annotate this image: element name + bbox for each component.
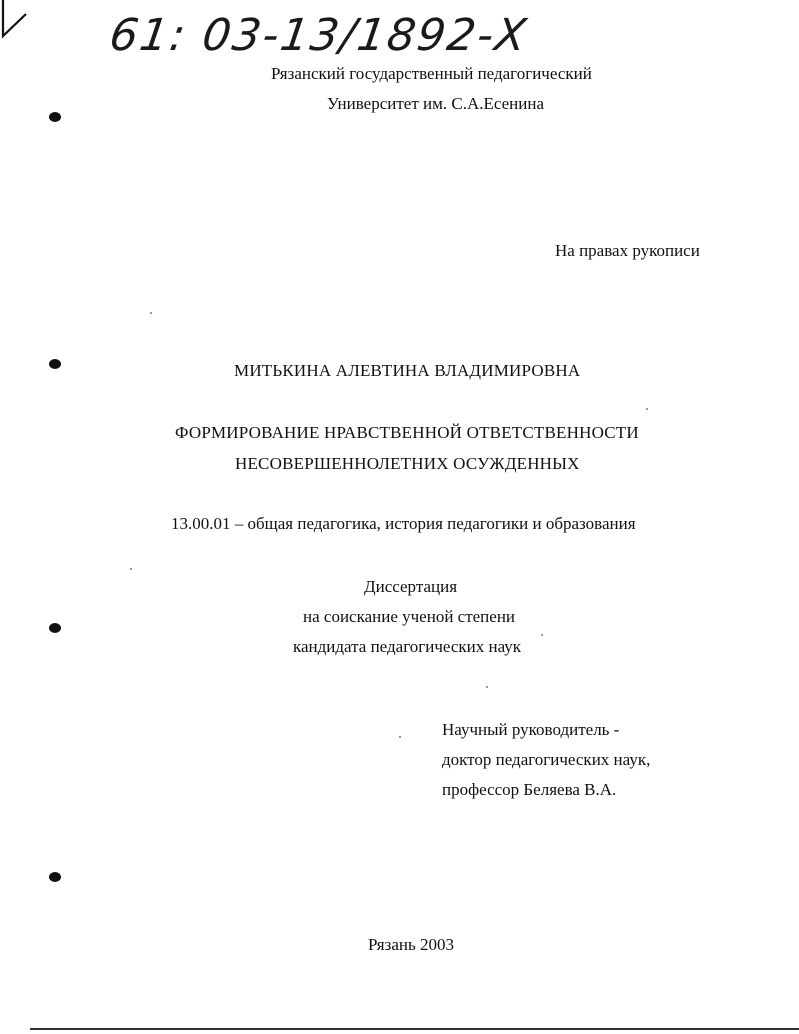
university-line-1: Рязанский государственный педагогический xyxy=(271,64,592,83)
title-line-2: НЕСОВЕРШЕННОЛЕТНИХ ОСУЖДЕННЫХ xyxy=(235,454,580,473)
specialty-code: 13.00.01 – общая педагогика, история педагогики и образования xyxy=(171,514,636,533)
scan-speck xyxy=(486,686,488,688)
degree-line-1: Диссертация xyxy=(364,577,458,596)
title-line-1: ФОРМИРОВАНИЕ НРАВСТВЕННОЙ ОТВЕТСТВЕННОСТИ xyxy=(175,423,639,442)
supervisor-line-3: профессор Беляева В.А. xyxy=(442,780,617,799)
scan-speck xyxy=(150,312,152,314)
punch-hole-icon xyxy=(48,358,62,370)
scan-speck xyxy=(130,568,132,570)
city-year: Рязань 2003 xyxy=(368,935,454,954)
scan-speck xyxy=(399,736,401,738)
author-name: МИТЬКИНА АЛЕВТИНА ВЛАДИМИРОВНА xyxy=(234,361,581,380)
scan-speck xyxy=(541,634,543,636)
scan-speck xyxy=(646,408,648,410)
supervisor-line-2: доктор педагогических наук, xyxy=(442,750,651,769)
supervisor-line-1: Научный руководитель - xyxy=(442,720,620,739)
punch-hole-icon xyxy=(48,871,62,883)
scan-bottom-edge xyxy=(30,1028,799,1030)
punch-hole-icon xyxy=(48,111,62,123)
rights-note: На правах рукописи xyxy=(555,241,700,260)
degree-line-3: кандидата педагогических наук xyxy=(293,637,522,656)
punch-hole-icon xyxy=(48,622,62,634)
university-line-2: Университет им. С.А.Есенина xyxy=(327,94,544,113)
degree-line-2: на соискание ученой степени xyxy=(303,607,516,626)
corner-mark-icon xyxy=(0,0,30,40)
archive-code-handwritten: 61: 03-13/1892-Х xyxy=(106,10,532,61)
